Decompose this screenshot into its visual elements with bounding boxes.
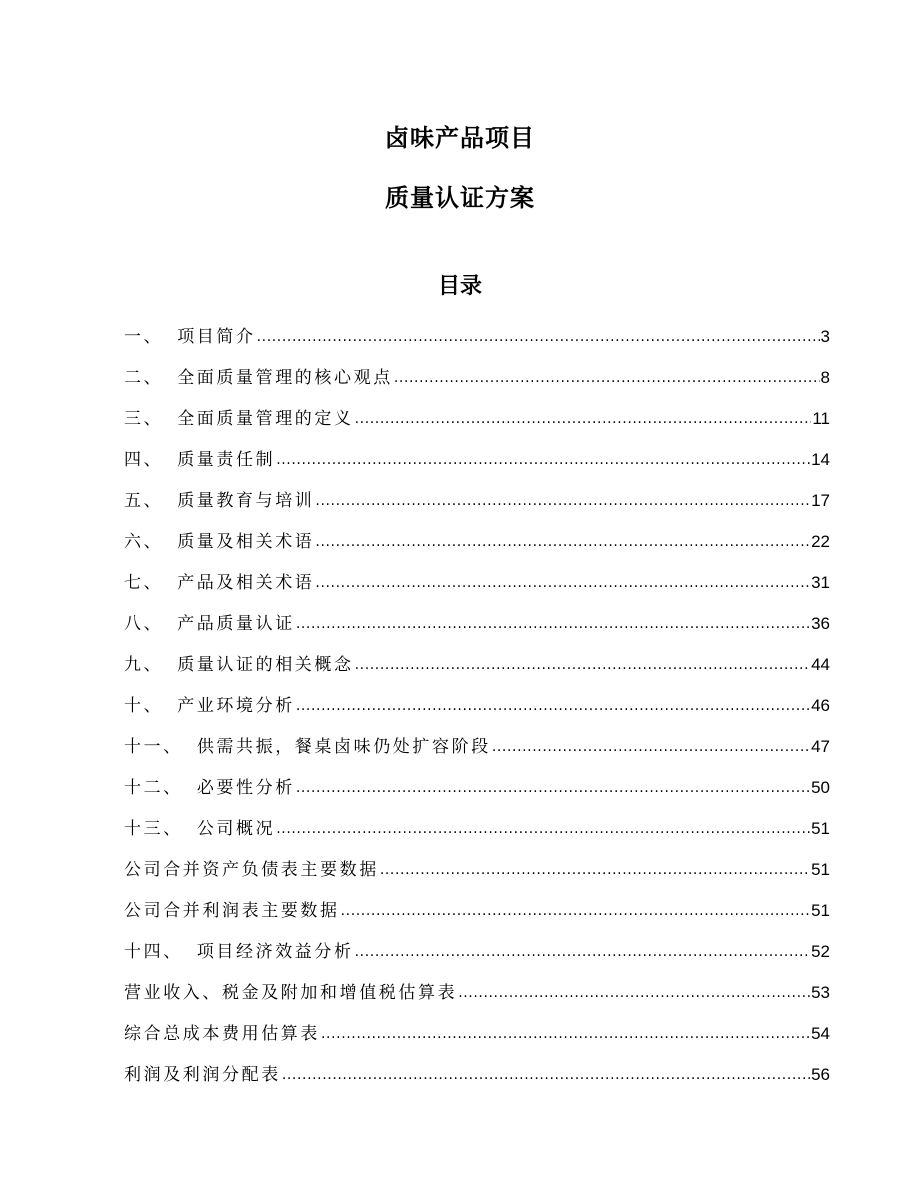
toc-entry[interactable]	[124, 895, 830, 936]
toc-entry-label: 质量教育与培训	[177, 491, 315, 511]
toc-entry-number: 十三、	[124, 819, 183, 839]
toc-dot-leader	[276, 813, 810, 845]
toc-entry-label: 项目简介	[177, 327, 256, 347]
toc-entry-label: 综合总成本费用估算表	[124, 1024, 320, 1044]
toc-dot-leader	[492, 731, 810, 763]
toc-entry-label: 公司合并资产负债表主要数据	[124, 860, 379, 880]
toc-entry-page-number: 8	[820, 368, 830, 387]
toc-dot-leader	[355, 649, 810, 681]
toc-dot-leader	[315, 485, 810, 517]
toc-entry-page-number: 3	[820, 327, 830, 346]
toc-entry-label: 项目经济效益分析	[196, 942, 354, 962]
toc-entry-label: 产品质量认证	[177, 614, 295, 634]
toc-entry-page-number: 51	[811, 860, 830, 879]
toc-entry[interactable]	[124, 526, 830, 567]
toc-entry-number: 二、	[124, 368, 164, 388]
toc-entry[interactable]	[124, 731, 830, 772]
toc-entry[interactable]	[124, 321, 830, 362]
toc-heading: 目录	[437, 274, 482, 299]
toc-entry[interactable]	[124, 690, 830, 731]
toc-entry-label: 营业收入、税金及附加和增值税估算表	[124, 983, 458, 1003]
toc-entry-page-number: 46	[811, 696, 830, 715]
toc-entry-page-number: 47	[811, 737, 830, 756]
toc-entry-page-number: 56	[811, 1065, 830, 1084]
toc-entry[interactable]	[124, 977, 830, 1018]
toc-entry-page-number: 54	[811, 1024, 830, 1043]
toc-entry-label: 公司合并利润表主要数据	[124, 901, 340, 921]
toc-entry[interactable]	[124, 444, 830, 485]
toc-dot-leader	[296, 608, 810, 640]
toc-dot-leader	[276, 444, 810, 476]
toc-entry-label: 必要性分析	[196, 778, 295, 798]
toc-entry[interactable]	[124, 813, 830, 854]
toc-entry-page-number: 17	[811, 491, 830, 510]
toc-dot-leader	[296, 772, 810, 804]
toc-entry-page-number: 44	[811, 655, 830, 674]
toc-entry-number: 十四、	[124, 942, 183, 962]
toc-entry-label: 供需共振，餐桌卤味仍处扩容阶段	[196, 737, 491, 757]
toc-entry-number: 三、	[124, 409, 164, 429]
toc-dot-leader	[315, 567, 810, 599]
toc-entry-page-number: 52	[811, 942, 830, 961]
toc-dot-leader	[296, 690, 810, 722]
toc-entry-number: 五、	[124, 491, 164, 511]
toc-entry[interactable]	[124, 1018, 830, 1059]
toc-entry-label: 产品及相关术语	[177, 573, 315, 593]
toc-entry[interactable]	[124, 485, 830, 526]
toc-entry-label: 质量及相关术语	[177, 532, 315, 552]
toc-entry-number: 七、	[124, 573, 164, 593]
toc-entry-label: 利润及利润分配表	[124, 1065, 281, 1085]
toc-dot-leader	[257, 321, 820, 353]
toc-entry[interactable]	[124, 854, 830, 895]
table-of-contents	[124, 321, 830, 1100]
toc-dot-leader	[282, 1059, 810, 1091]
toc-dot-leader	[394, 362, 820, 394]
toc-entry[interactable]	[124, 936, 830, 977]
toc-dot-leader	[355, 936, 810, 968]
toc-entry-label: 公司概况	[196, 819, 276, 839]
toc-dot-leader	[315, 526, 810, 558]
toc-entry-label: 产业环境分析	[177, 696, 295, 716]
toc-entry-page-number: 50	[811, 778, 830, 797]
toc-entry-number: 九、	[124, 655, 164, 675]
toc-entry-number: 十、	[124, 696, 164, 716]
toc-entry[interactable]	[124, 1059, 830, 1100]
toc-entry-number: 四、	[124, 450, 164, 470]
document-subtitle: 质量认证方案	[385, 184, 535, 212]
toc-entry-number: 十一、	[124, 737, 183, 757]
document-title: 卤味产品项目	[385, 124, 535, 152]
toc-dot-leader	[321, 1018, 810, 1050]
toc-entry-page-number: 51	[811, 901, 830, 920]
toc-entry[interactable]	[124, 362, 830, 403]
toc-entry-label: 全面质量管理的定义	[177, 409, 354, 429]
toc-dot-leader	[355, 403, 812, 435]
toc-entry-page-number: 53	[811, 983, 830, 1002]
toc-entry[interactable]	[124, 403, 830, 444]
toc-entry-page-number: 14	[811, 450, 830, 469]
toc-entry[interactable]	[124, 649, 830, 690]
toc-entry-number: 八、	[124, 614, 164, 634]
toc-entry-page-number: 22	[811, 532, 830, 551]
toc-entry-number: 六、	[124, 532, 164, 552]
toc-entry-label: 质量责任制	[177, 450, 276, 470]
toc-entry[interactable]	[124, 772, 830, 813]
toc-entry-page-number: 11	[812, 409, 830, 428]
toc-entry-page-number: 31	[811, 573, 830, 592]
toc-entry-number: 一、	[124, 327, 164, 347]
toc-entry[interactable]	[124, 608, 830, 649]
toc-entry-number: 十二、	[124, 778, 183, 798]
toc-dot-leader	[458, 977, 810, 1009]
toc-entry[interactable]	[124, 567, 830, 608]
toc-entry-label: 全面质量管理的核心观点	[177, 368, 393, 388]
toc-dot-leader	[341, 895, 810, 927]
toc-entry-page-number: 51	[811, 819, 830, 838]
toc-entry-label: 质量认证的相关概念	[177, 655, 354, 675]
toc-entry-page-number: 36	[811, 614, 830, 633]
toc-dot-leader	[380, 854, 810, 886]
